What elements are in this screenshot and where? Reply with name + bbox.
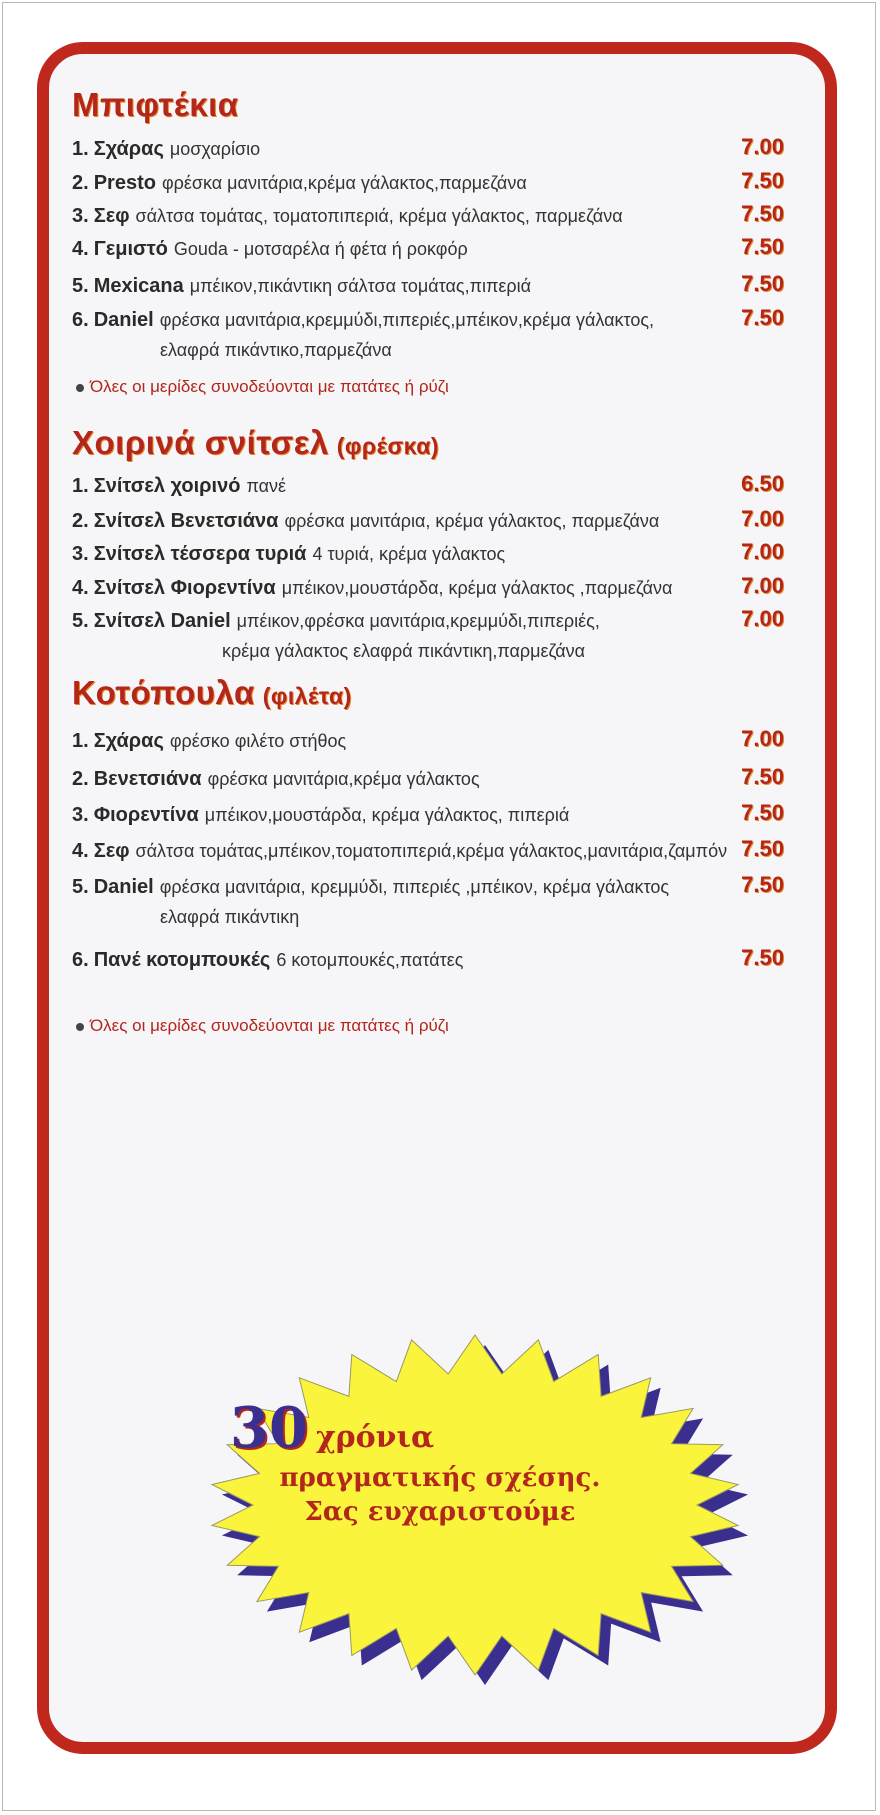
item-description: πανέ bbox=[246, 476, 287, 496]
item-description: 6 κοτομπουκές,πατάτες bbox=[276, 950, 464, 970]
sides-note bbox=[76, 1016, 449, 1036]
item-price: 7.50 bbox=[741, 234, 784, 259]
item-description: μπέικον,μουστάρδα, κρέμα γάλακτος ,παρμεζάνα bbox=[281, 578, 673, 598]
item-description-cont: κρέμα γάλακτος ελαφρά πικάντικη,παρμεζάνα bbox=[222, 641, 586, 661]
menu-item bbox=[72, 945, 784, 971]
item-name: Σχάρας bbox=[93, 730, 164, 752]
item-number: 6. bbox=[72, 949, 89, 971]
item-name: Σεφ bbox=[93, 840, 130, 862]
item-number: 5. bbox=[72, 610, 89, 632]
item-number: 3. bbox=[72, 804, 89, 826]
item-price: 7.50 bbox=[741, 764, 784, 789]
menu-item bbox=[72, 872, 784, 928]
item-price: 7.50 bbox=[741, 271, 784, 296]
item-description: μοσχαρίσιο bbox=[169, 139, 261, 159]
bullet-icon bbox=[76, 1023, 84, 1031]
item-name: Daniel bbox=[93, 876, 154, 898]
menu-item bbox=[72, 305, 784, 361]
item-price: 7.00 bbox=[741, 726, 784, 751]
menu-item bbox=[72, 606, 784, 662]
item-number: 1. bbox=[72, 475, 89, 497]
menu-item bbox=[72, 506, 784, 532]
item-description: φρέσκα μανιτάρια,κρέμα γάλακτος bbox=[207, 769, 480, 789]
section-subtitle: (φρέσκα) bbox=[336, 433, 440, 459]
item-price: 7.50 bbox=[741, 872, 784, 897]
anniversary-message bbox=[230, 1395, 650, 1529]
item-description: μπέικον,πικάντικη σάλτσα τομάτας,πιπεριά bbox=[189, 276, 532, 296]
bullet-icon bbox=[76, 384, 84, 392]
section-title-text: Κοτόπουλα bbox=[72, 674, 255, 711]
item-price: 7.00 bbox=[741, 539, 784, 564]
menu-item bbox=[72, 800, 784, 826]
item-description-cont: ελαφρά πικάντικο,παρμεζάνα bbox=[160, 340, 392, 360]
menu-item bbox=[72, 836, 784, 862]
item-name: Σεφ bbox=[93, 205, 130, 227]
item-description: φρέσκα μανιτάρια,κρεμμύδι,πιπεριές,μπέικον,κρέμα γάλακτος, bbox=[159, 310, 655, 330]
item-name: Φιορεντίνα bbox=[93, 804, 199, 826]
item-name: Σνίτσελ Φιορεντίνα bbox=[93, 577, 276, 599]
item-name: Βενετσιάνα bbox=[93, 768, 202, 790]
item-number: 2. bbox=[72, 172, 89, 194]
item-price: 7.50 bbox=[741, 800, 784, 825]
item-description: σάλτσα τομάτας, τοματοπιπεριά, κρέμα γάλακτος, παρμεζάνα bbox=[135, 206, 623, 226]
item-number: 4. bbox=[72, 577, 89, 599]
menu-item bbox=[72, 134, 784, 160]
item-price: 6.50 bbox=[741, 471, 784, 496]
item-description: 4 τυριά, κρέμα γάλακτος bbox=[312, 544, 506, 564]
menu-item bbox=[72, 471, 784, 497]
menu-item bbox=[72, 168, 784, 194]
item-number: 5. bbox=[72, 275, 89, 297]
item-name: Γεμιστό bbox=[93, 238, 168, 260]
item-description: φρέσκα μανιτάρια, κρεμμύδι, πιπεριές ,μπέικον, κρέμα γάλακτος bbox=[159, 877, 670, 897]
item-number: 2. bbox=[72, 768, 89, 790]
item-description: φρέσκα μανιτάρια, κρέμα γάλακτος, παρμεζάνα bbox=[284, 511, 660, 531]
item-price: 7.50 bbox=[741, 168, 784, 193]
years-number: 30 bbox=[230, 1395, 308, 1461]
item-name: Πανέ κοτομπουκές bbox=[93, 949, 271, 971]
item-description: μπέικον,φρέσκα μανιτάρια,κρεμμύδι,πιπεριές, bbox=[236, 611, 600, 631]
item-name: Σνίτσελ Βενετσιάνα bbox=[93, 510, 279, 532]
menu-item bbox=[72, 726, 784, 752]
item-price: 7.50 bbox=[741, 945, 784, 970]
item-name: Σνίτσελ χοιρινό bbox=[93, 475, 241, 497]
item-number: 3. bbox=[72, 543, 89, 565]
section-subtitle: (φιλέτα) bbox=[262, 683, 352, 709]
item-price: 7.00 bbox=[741, 573, 784, 598]
section-title-text: Χοιρινά σνίτσελ bbox=[72, 424, 329, 461]
menu-item bbox=[72, 539, 784, 565]
item-name: Σνίτσελ τέσσερα τυριά bbox=[93, 543, 307, 565]
item-number: 6. bbox=[72, 309, 89, 331]
sides-note bbox=[76, 377, 449, 397]
section-title-text: Μπιφτέκια bbox=[72, 86, 239, 123]
item-number: 5. bbox=[72, 876, 89, 898]
item-description: Gouda - μοτσαρέλα ή φέτα ή ροκφόρ bbox=[173, 239, 468, 259]
item-description: φρέσκο φιλέτο στήθος bbox=[169, 731, 347, 751]
years-label: χρόνια bbox=[315, 1420, 435, 1455]
item-price: 7.00 bbox=[741, 606, 784, 631]
item-price: 7.50 bbox=[741, 201, 784, 226]
item-number: 2. bbox=[72, 510, 89, 532]
item-name: Daniel bbox=[93, 309, 154, 331]
item-number: 4. bbox=[72, 238, 89, 260]
item-number: 1. bbox=[72, 730, 89, 752]
note-text: Όλες οι μερίδες συνοδεύονται με πατάτες ή ρύζι bbox=[90, 377, 449, 396]
section-title bbox=[72, 424, 439, 462]
item-description: μπέικον,μουστάρδα, κρέμα γάλακτος, πιπεριά bbox=[204, 805, 570, 825]
item-price: 7.50 bbox=[741, 836, 784, 861]
item-number: 1. bbox=[72, 138, 89, 160]
menu-item bbox=[72, 271, 784, 297]
menu-item bbox=[72, 764, 784, 790]
relationship-line: πραγματικής σχέσης. bbox=[279, 1463, 601, 1493]
item-price: 7.50 bbox=[741, 305, 784, 330]
menu-item bbox=[72, 234, 784, 260]
thanks-line: Σας ευχαριστούμε bbox=[304, 1497, 576, 1527]
section-title bbox=[72, 674, 352, 712]
item-description-cont: ελαφρά πικάντικη bbox=[160, 907, 300, 927]
item-name: Mexicana bbox=[93, 275, 184, 297]
item-description: φρέσκα μανιτάρια,κρέμα γάλακτος,παρμεζάνα bbox=[161, 173, 527, 193]
note-text: Όλες οι μερίδες συνοδεύονται με πατάτες ή ρύζι bbox=[90, 1016, 449, 1035]
item-number: 4. bbox=[72, 840, 89, 862]
item-price: 7.00 bbox=[741, 506, 784, 531]
menu-item bbox=[72, 201, 784, 227]
item-number: 3. bbox=[72, 205, 89, 227]
item-name: Presto bbox=[93, 172, 156, 194]
item-price: 7.00 bbox=[741, 134, 784, 159]
item-description: σάλτσα τομάτας,μπέικον,τοματοπιπεριά,κρέμα γάλακτος,μανιτάρια,ζαμπόν bbox=[135, 841, 728, 861]
menu-item bbox=[72, 573, 784, 599]
section-title bbox=[72, 86, 239, 124]
item-name: Σνίτσελ Daniel bbox=[93, 610, 231, 632]
item-name: Σχάρας bbox=[93, 138, 164, 160]
